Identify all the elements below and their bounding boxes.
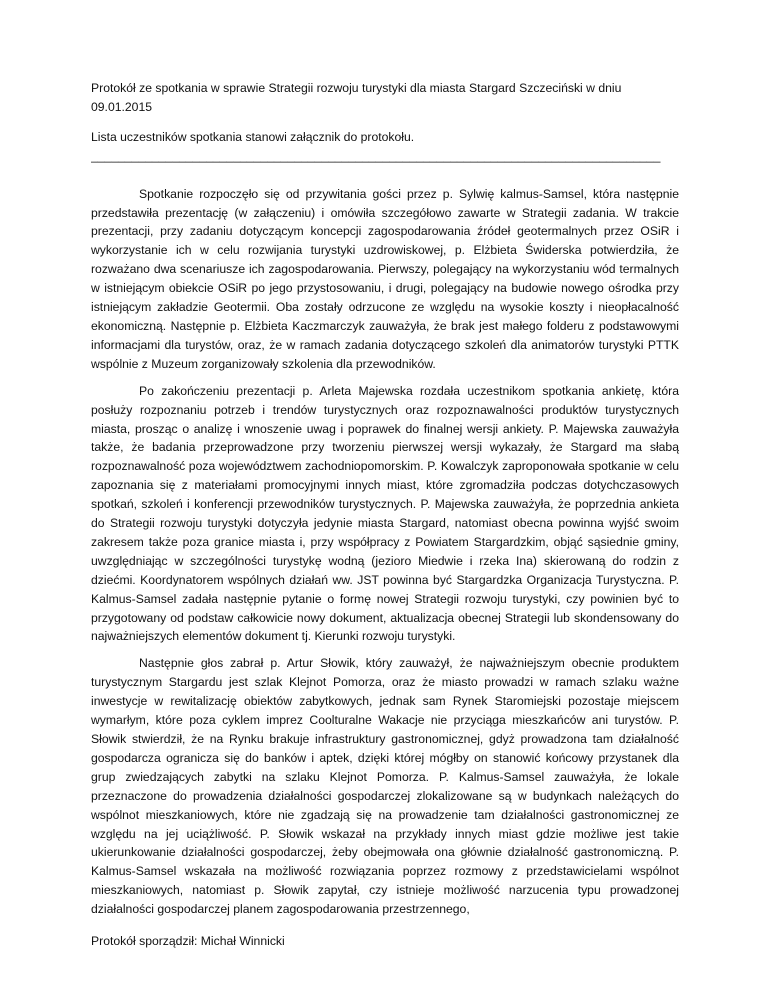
participants-note: Lista uczestników spotkania stanowi załącznik do protokołu. xyxy=(91,129,415,144)
separator-line: ____________________________________________________________________________________ xyxy=(91,148,661,163)
paragraph-3: Następnie głos zabrał p. Artur Słowik, który zauważył, że najważniejszym obecnie produktem turystycznym Stargardu jest szlak Klejnot Pomorza, oraz że miasto prowadzi w ramach szlaku ważne inwestycje w rewitalizację obiektów zabytkowych, jednak sam Rynek Staromiejski pozostaje miejscem wymarłym, które poza cyklem imprez Coolturalne Wakacje nie przyciąga mieszkańców ani turystów. P. Słowik stwierdził, że na Rynku brakuje infrastruktury gastronomicznej, gdyż prowadzona tam działalność gospodarcza ogranicza się do banków i aptek, dzięki której mógłby on stanowić końcowy przystanek dla grup zwiedzających zabytki na szlaku Klejnot Pomorza. P. Kalmus-Samsel zauważyła, że lokale przeznaczone do prowadzenia działalności gospodarczej zlokalizowane są w budynkach należących do wspólnot mieszkaniowych, które nie zgadzają się na prowadzenie tam działalności gastronomicznej ze względu na jej uciążliwość. P. Słowik wskazał na przykłady innych miast gdzie możliwe jest takie ukierunkowanie działalności gospodarczej, żeby obejmowała ona głównie działalność gastronomiczną. P. Kalmus-Samsel wskazała na możliwość rozwiązania poprzez rozmowy z przedstawicielami wspólnot mieszkaniowych, natomiast p. Słowik zapytał, czy istnieje możliwość narzucenia typu prowadzonej działalności gospodarczej planem zagospodarowania przestrzennego, xyxy=(91,656,679,917)
document-body xyxy=(91,79,679,927)
document-footer: Protokół sporządził: Michał Winnicki xyxy=(91,934,285,948)
document-title: Protokół ze spotkania w sprawie Strategii rozwoju turystyki dla miasta Stargard Szczeciński w dniu 09.01.2015 xyxy=(91,81,622,114)
paragraph-1: Spotkanie rozpoczęło się od przywitania gości przez p. Sylwię kalmus-Samsel, która następnie przedstawiła prezentację (w załączeniu) i omówiła szczegółowo zawarte w Strategii zadania. W trakcie prezentacji, przy zadaniu dotyczącym koncepcji zagospodarowania źródeł geotermalnych przez OSiR i wykorzystanie ich w celu rozwijania turystyki uzdrowiskowej, p. Elżbieta Świderska potwierdziła, że rozważano dwa scenariusze ich zagospodarowania. Pierwszy, polegający na wykorzystaniu wód termalnych w istniejącym obiekcie OSiR po jego przystosowaniu, i drugi, polegający na budowie nowego ośrodka przy istniejącym zakładzie Geotermii. Oba zostały odrzucone ze względu na wysokie koszty i nieopłacalność ekonomiczną. Następnie p. Elżbieta Kaczmarczyk zauważyła, że brak jest małego folderu z podstawowymi informacjami dla turystów, oraz, że w ramach zadania dotyczącego szkoleń dla animatorów turystyki PTTK wspólnie z Muzeum zorganizowały szkolenia dla przewodników. xyxy=(91,186,679,371)
paragraph-2: Po zakończeniu prezentacji p. Arleta Majewska rozdała uczestnikom spotkania ankietę, która posłuży rozpoznaniu potrzeb i trendów turystycznych oraz rozpoznawalności produktów turystycznych miasta, prosząc o analizę i wnoszenie uwag i poprawek do finalnej wersji ankiety. P. Majewska zauważyła także, że badania przeprowadzone przy tworzeniu pierwszej wersji wykazały, że Stargard ma słabą rozpoznawalność poza województwem zachodniopomorskim. P. Kowalczyk zaproponowała spotkanie w celu zapoznania się z materiałami promocyjnymi innych miast, które zgromadziła podczas dotychczasowych spotkań, szkoleń i konferencji przewodników turystycznych. P. Majewska zauważyła, że poprzednia ankieta do Strategii rozwoju turystyki dotyczyła jedynie miasta Stargard, natomiast obecna powinna wyjść swoim zakresem także poza granice miasta i, przy współpracy z Powiatem Stargardzkim, objąć sąsiednie gminy, uwzględniając w szczególności turystykę wodną (jezioro Miedwie i rzeka Ina) skierowaną do rodzin z dziećmi. Koordynatorem wspólnych działań ww. JST powinna być Stargardzka Organizacja Turystyczna. P. Kalmus-Samsel zadała następnie pytanie o formę nowej Strategii rozwoju turystyki, czy powinien być to przygotowany od podstaw całkowicie nowy dokument, aktualizacja obecnej Strategii lub skondensowany do najważniejszych elementów dokument tj. Kierunki rozwoju turystyki. xyxy=(91,383,679,644)
